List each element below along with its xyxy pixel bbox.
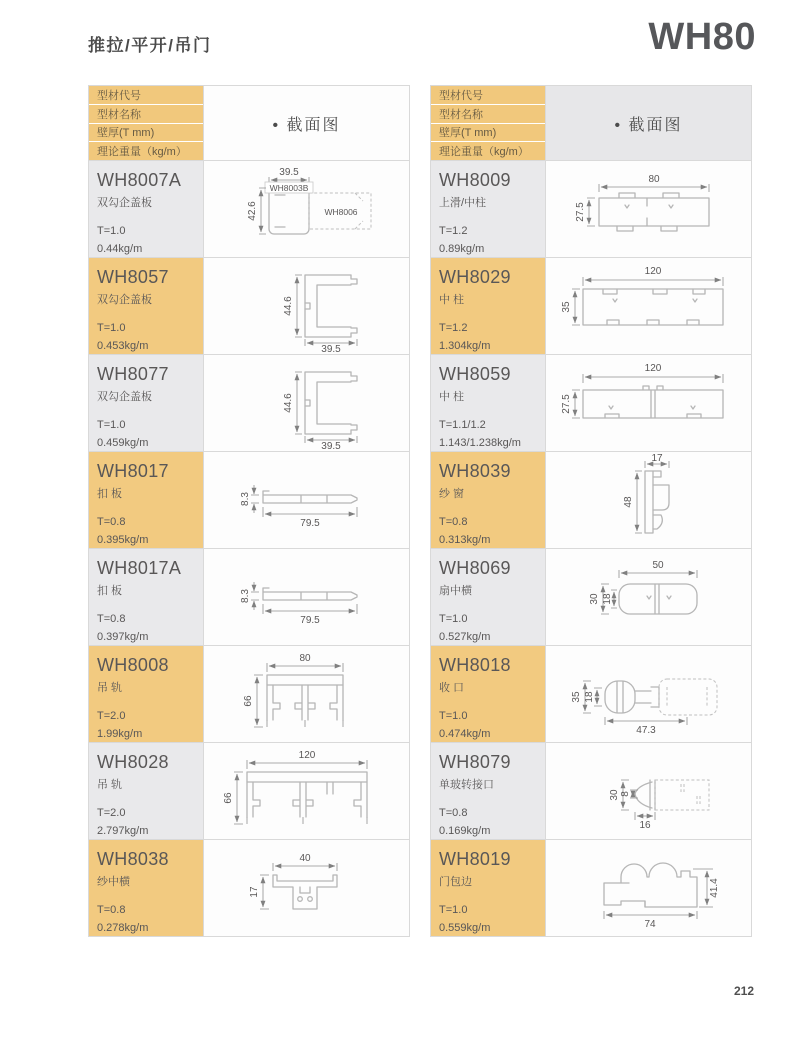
dim-label: 42.6: [246, 201, 258, 221]
dim-label: 44.6: [282, 393, 294, 413]
section-diagram: [547, 453, 751, 547]
right-table: [430, 85, 752, 937]
table-row: [89, 743, 409, 840]
dim-label: 120: [644, 363, 661, 374]
profile-code: WH8059: [439, 364, 511, 384]
section-diagram: [547, 356, 751, 450]
table-row: [431, 355, 751, 452]
section-diagram: [205, 356, 409, 450]
profile-weight: 0.395kg/m: [97, 533, 149, 546]
series-title: WH80: [648, 16, 756, 58]
profile-thickness: T=1.1/1.2: [439, 419, 486, 431]
profile-weight: 1.143/1.238kg/m: [439, 436, 521, 449]
profile-thickness: T=1.0: [97, 322, 126, 334]
profile-name: 吊 轨: [97, 682, 123, 694]
dim-label: 8.3: [239, 589, 251, 603]
table-row: [431, 452, 751, 549]
profile-weight: 1.99kg/m: [97, 727, 143, 740]
profile-thickness: T=1.0: [439, 904, 468, 916]
table-row: [89, 258, 409, 355]
dim-label: 8: [619, 791, 631, 797]
profile-thickness: T=2.0: [97, 807, 126, 819]
profile-name: 双勾企盖板: [97, 294, 152, 306]
profile-weight: 0.397kg/m: [97, 630, 149, 643]
profile-code: WH8018: [439, 655, 511, 675]
table-row: [431, 161, 751, 258]
section-diagram: [547, 259, 751, 353]
dim-label: 41.4: [708, 878, 720, 898]
dim-label: 79.5: [299, 518, 320, 529]
header-name: 型材名称: [89, 105, 203, 124]
profile-name: 双勾企盖板: [97, 197, 152, 209]
header-code: 型材代号: [431, 86, 545, 105]
profile-weight: 0.278kg/m: [97, 921, 149, 934]
section-diagram: [205, 744, 409, 838]
dim-label: 74: [643, 919, 656, 930]
profile-weight: 2.797kg/m: [97, 824, 149, 837]
section-diagram: [547, 550, 751, 644]
section-diagram: [547, 647, 751, 741]
dim-label: 17: [248, 886, 260, 898]
table-row: [89, 840, 409, 936]
section-diagram: [547, 841, 751, 935]
profile-name: 双勾企盖板: [97, 391, 152, 403]
profile-name: 中 柱: [439, 294, 465, 306]
dim-label: 39.5: [320, 441, 341, 450]
profile-code: WH8017A: [97, 558, 182, 578]
profile-name: 纱中横: [97, 876, 130, 888]
profile-code: WH8008: [97, 655, 169, 675]
profile-weight: 0.169kg/m: [439, 824, 491, 837]
header-thickness: 壁厚(T mm): [431, 124, 545, 143]
dim-label: 48: [622, 496, 634, 508]
profile-name: 收 口: [439, 682, 465, 694]
header-name: 型材名称: [431, 105, 545, 124]
section-diagram: [205, 841, 409, 935]
header-section-view: • 截面图: [546, 86, 751, 160]
dim-label: 30: [588, 593, 600, 605]
profile-code: WH8019: [439, 849, 511, 869]
left-table: [88, 85, 410, 937]
ref-label: WH8003B: [269, 183, 308, 193]
dim-label: 18: [601, 593, 613, 605]
section-diagram: [547, 744, 751, 838]
profile-thickness: T=0.8: [97, 613, 126, 625]
dim-label: 35: [560, 301, 572, 313]
profile-thickness: T=0.8: [439, 516, 468, 528]
left-table-header: [89, 86, 409, 161]
profile-code: WH8029: [439, 267, 511, 287]
page-number: 212: [733, 984, 754, 998]
profile-code: WH8079: [439, 752, 511, 772]
table-row: [431, 743, 751, 840]
profile-name: 扇中横: [439, 585, 472, 597]
dim-label: 35: [570, 691, 582, 703]
profile-code: WH8069: [439, 558, 511, 578]
section-diagram: [205, 162, 409, 256]
dim-label: 39.5: [320, 344, 341, 353]
dim-label: 66: [242, 695, 254, 707]
profile-thickness: T=1.0: [439, 613, 468, 625]
header-weight: 理论重量（kg/m）: [431, 142, 545, 160]
profile-code: WH8007A: [97, 170, 182, 190]
dim-label: 120: [298, 750, 315, 761]
profile-thickness: T=1.2: [439, 322, 468, 334]
dim-label: 8.3: [239, 492, 251, 506]
dim-label: 30: [608, 789, 620, 801]
table-row: [431, 646, 751, 743]
profile-code: WH8038: [97, 849, 169, 869]
header-code: 型材代号: [89, 86, 203, 105]
profile-code: WH8039: [439, 461, 511, 481]
table-row: [431, 840, 751, 936]
ref-label: WH8006: [323, 207, 358, 217]
dim-label: 79.5: [299, 615, 320, 626]
dim-label: 16: [638, 820, 651, 831]
profile-name: 上滑/中柱: [439, 197, 487, 209]
dim-label: 80: [298, 653, 311, 664]
table-row: [89, 646, 409, 743]
profile-weight: 0.313kg/m: [439, 533, 491, 546]
dim-label: 27.5: [560, 394, 572, 414]
profile-weight: 0.474kg/m: [439, 727, 491, 740]
profile-code: WH8077: [97, 364, 169, 384]
profile-weight: 0.459kg/m: [97, 436, 149, 449]
dim-label: 40: [298, 853, 311, 864]
section-diagram: [205, 647, 409, 741]
dim-label: 44.6: [282, 296, 294, 316]
dim-label: 80: [647, 174, 660, 185]
profile-thickness: T=1.0: [97, 419, 126, 431]
table-row: [431, 549, 751, 646]
section-diagram: [205, 550, 409, 644]
section-diagram: [205, 259, 409, 353]
profile-weight: 1.304kg/m: [439, 339, 491, 352]
section-diagram: [205, 453, 409, 547]
dim-label: 18: [583, 691, 595, 703]
profile-name: 单玻转接口: [439, 779, 494, 791]
profile-thickness: T=0.8: [97, 516, 126, 528]
profile-weight: 0.453kg/m: [97, 339, 149, 352]
header-weight: 理论重量（kg/m）: [89, 142, 203, 160]
profile-thickness: T=0.8: [97, 904, 126, 916]
dim-label: 47.3: [635, 725, 656, 736]
dim-label: 39.5: [278, 167, 299, 178]
profile-weight: 0.89kg/m: [439, 242, 485, 255]
header-section-view: • 截面图: [204, 86, 409, 160]
profile-code: WH8028: [97, 752, 169, 772]
profile-thickness: T=0.8: [439, 807, 468, 819]
dim-label: 27.5: [574, 202, 586, 222]
profile-code: WH8009: [439, 170, 511, 190]
profile-name: 吊 轨: [97, 779, 123, 791]
profile-thickness: T=2.0: [97, 710, 126, 722]
profile-thickness: T=1.2: [439, 225, 468, 237]
profile-thickness: T=1.0: [97, 225, 126, 237]
dim-label: 120: [644, 266, 661, 277]
section-diagram: [547, 162, 751, 256]
profile-name: 门包边: [439, 876, 472, 888]
page-title: 推拉/平开/吊门: [88, 36, 212, 55]
profile-code: WH8057: [97, 267, 169, 287]
profile-weight: 0.44kg/m: [97, 242, 143, 255]
profile-thickness: T=1.0: [439, 710, 468, 722]
dim-label: 50: [651, 560, 664, 571]
dim-label: 66: [222, 792, 234, 804]
table-row: [89, 549, 409, 646]
table-row: [89, 161, 409, 258]
table-row: [89, 355, 409, 452]
profile-name: 中 柱: [439, 391, 465, 403]
table-row: [431, 258, 751, 355]
table-row: [89, 452, 409, 549]
profile-code: WH8017: [97, 461, 169, 481]
header-thickness: 壁厚(T mm): [89, 124, 203, 143]
dim-label: 17: [650, 453, 663, 464]
profile-weight: 0.559kg/m: [439, 921, 491, 934]
profile-name: 扣 板: [97, 488, 123, 500]
profile-weight: 0.527kg/m: [439, 630, 491, 643]
profile-name: 纱 窗: [439, 488, 465, 500]
right-table-header: [431, 86, 751, 161]
catalog-tables: [88, 85, 752, 937]
profile-name: 扣 板: [97, 585, 123, 597]
